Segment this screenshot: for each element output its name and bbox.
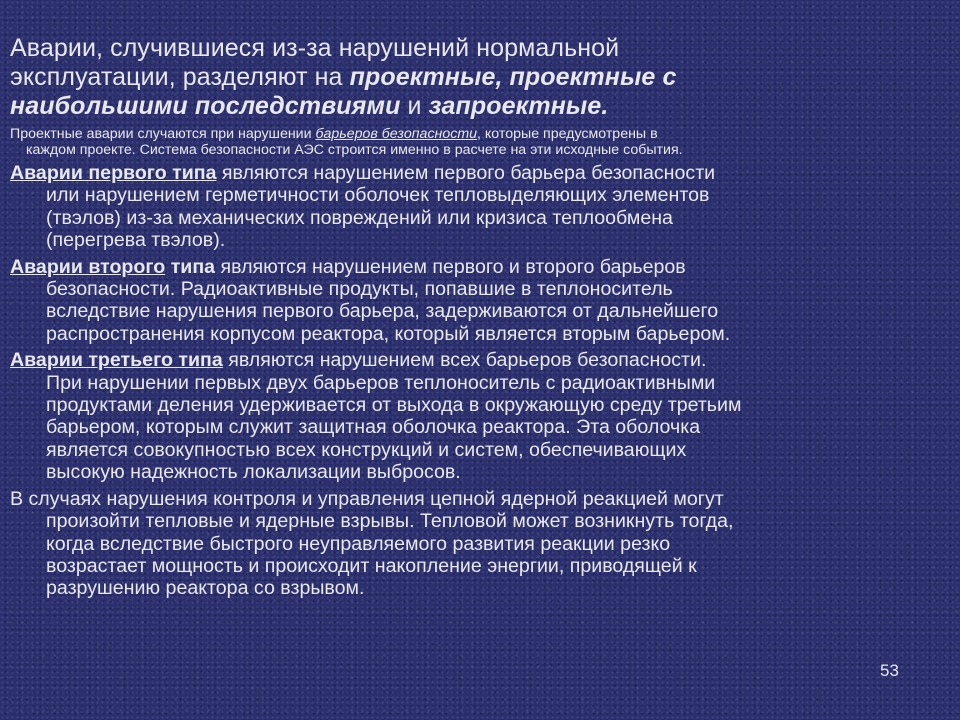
type-1-heading: Аварии первого типа <box>10 162 217 184</box>
accident-type-3: Аварии третьего типа являются нарушением всех барьеров безопасности. При нарушении первых двух барьеров теплоноситель с радиоактивными продуктами деления удерживается от выхода в окружающую среду третьим барьером, которым служит защитная оболочка реактора. Эта оболочка является совокупностью всех конструкций и систем, обеспечивающих высокую надежность локализации выбросов. <box>10 349 742 484</box>
emphasis-design-basis: проектные, проектные с <box>349 63 677 91</box>
page-number: 53 <box>880 661 899 680</box>
emphasis-max-consequences: наибольшими последствиями <box>10 92 401 120</box>
slide-title <box>10 34 946 121</box>
safety-barriers-link[interactable]: барьеров безопасности <box>315 126 478 142</box>
emphasis-beyond-design: запроектные. <box>428 92 609 120</box>
slide-content <box>10 34 946 600</box>
closing-paragraph: В случаях нарушения контроля и управления цепной ядерной реакцией могут произойти тепловые и ядерные взрывы. Тепловой может возникнуть тогда, когда вследствие быстрого неуправляемого развития реакции резко возрастает мощность и происходит накопление энергии, приводящей к разрушению реактора со взрывом. <box>10 487 734 600</box>
title-line-2: эксплуатации, разделяют на проектные, проектные с <box>10 63 677 91</box>
accident-type-2: Аварии второго типа являются нарушением первого и второго барьеров безопасности. Радиоактивные продукты, попавшие в теплоноситель вследствие нарушения первого барьера, задерживаются от дальнейшего распространения корпусом реактора, который является вторым барьером. <box>10 255 731 345</box>
type-2-heading: Аварии второго <box>10 255 166 278</box>
type-3-heading: Аварии третьего типа <box>10 349 223 372</box>
title-line-1: Аварии, случившиеся из-за нарушений нормальной <box>10 34 620 62</box>
intro-paragraph: Проектные аварии случаются при нарушении барьеров безопасности, которые предусмотрены в каждом проекте. Система безопасности АЭС строится именно в расчете на эти исходные события. <box>10 126 683 158</box>
accident-type-1: Аварии первого типа являются нарушением первого барьера безопасности или нарушением герметичности оболочек тепловыделяющих элементов (твэлов) из-за механических повреждений или кризиса теплообмена (перегрева твэлов). <box>10 162 716 252</box>
title-line-3: наибольшими последствиями и запроектные. <box>10 92 609 120</box>
